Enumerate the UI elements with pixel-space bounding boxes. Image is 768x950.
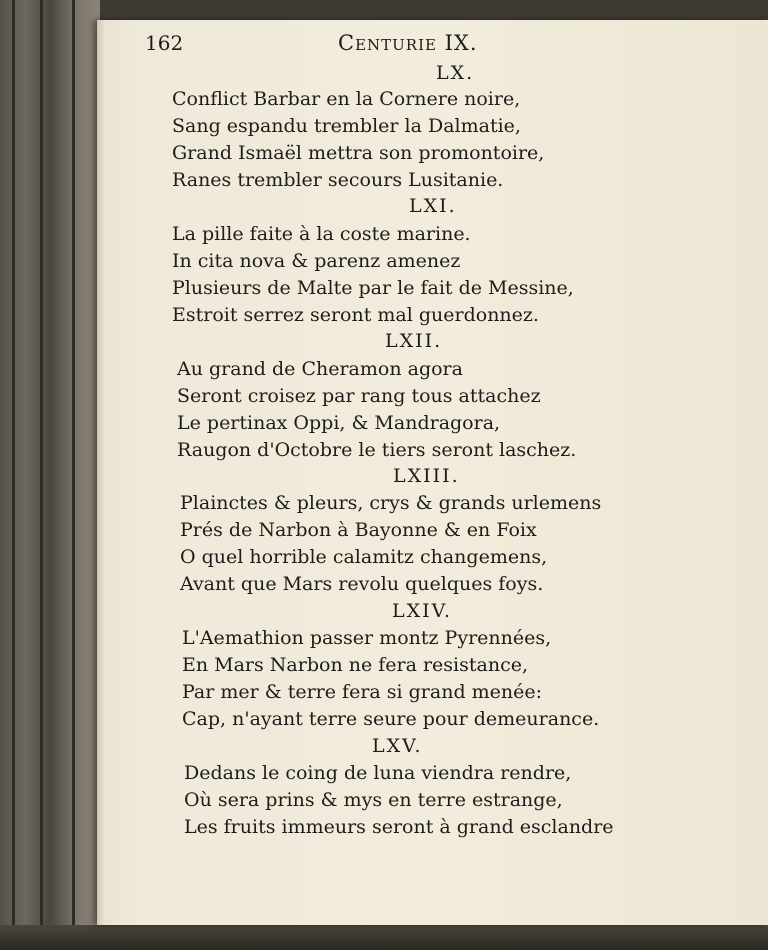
quatrain-numeral: LX. (436, 62, 475, 84)
verse-line: In cita nova & parenz amenez (172, 250, 461, 272)
verse-line: Cap, n'ayant terre seure pour demeurance. (182, 708, 600, 730)
quatrain-numeral: LXII. (385, 330, 443, 352)
verse-line: L'Aemathion passer montz Pyrennées, (182, 627, 552, 649)
verse-line: Conflict Barbar en la Cornere noire, (172, 88, 521, 110)
verse-line: Grand Ismaël mettra son promontoire, (172, 142, 545, 164)
verse-line: Estroit serrez seront mal guerdonnez. (172, 304, 539, 326)
binding-edge (12, 0, 15, 950)
verse-line: En Mars Narbon ne fera resistance, (182, 654, 528, 676)
quatrain-numeral: LXIV. (392, 600, 453, 622)
running-title: Centurie IX. (338, 31, 478, 55)
verse-line: Le pertinax Oppi, & Mandragora, (177, 412, 501, 434)
verse-line: Plusieurs de Malte par le fait de Messine, (172, 277, 574, 299)
page-gutter (97, 20, 104, 925)
verse-line: Les fruits immeurs seront à grand esclandre (184, 816, 614, 838)
verse-line: Avant que Mars revolu quelques foys. (180, 573, 544, 595)
verse-line: Seront croisez par rang tous attachez (177, 385, 541, 407)
verse-line: O quel horrible calamitz changemens, (180, 546, 548, 568)
binding-edge (72, 0, 75, 950)
verse-line: Dedans le coing de luna viendra rendre, (184, 762, 572, 784)
verse-line: Sang espandu trembler la Dalmatie, (172, 115, 521, 137)
quatrain-numeral: LXV. (372, 735, 423, 757)
verse-line: La pille faite à la coste marine. (172, 223, 471, 245)
quatrain-numeral: LXIII. (393, 465, 460, 487)
page-number: 162 (145, 31, 184, 55)
verse-line: Au grand de Cheramon agora (177, 358, 463, 380)
verse-line: Raugon d'Octobre le tiers seront laschez. (177, 439, 577, 461)
book-binding (0, 0, 100, 950)
binding-edge (40, 0, 43, 950)
quatrain-numeral: LXI. (409, 195, 457, 217)
page-header (145, 31, 645, 59)
verse-line: Où sera prins & mys en terre estrange, (184, 789, 563, 811)
verse-line: Par mer & terre fera si grand menée: (182, 681, 543, 703)
verse-line: Ranes trembler secours Lusitanie. (172, 169, 504, 191)
verse-line: Prés de Narbon à Bayonne & en Foix (180, 519, 537, 541)
verse-line: Plainctes & pleurs, crys & grands urlemens (180, 492, 602, 514)
book-bottom-edge (0, 925, 768, 950)
